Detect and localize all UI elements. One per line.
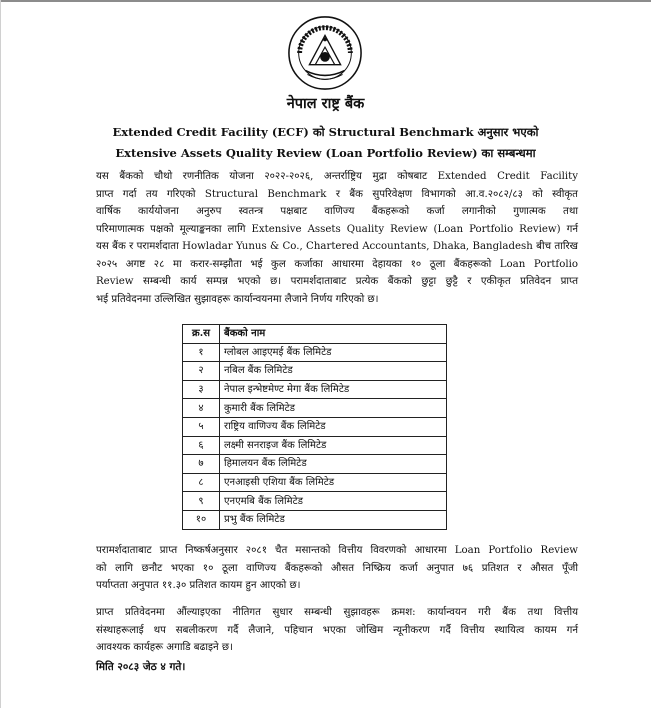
paragraph-intro: [96, 168, 578, 308]
table-row: [183, 436, 447, 455]
paragraph-line: को लागि छनौट भएका १० ठूला वाणिज्य बैंकहरूको औसत निष्क्रिय कर्जा अनुपात ७६ प्रतिशत र औसत पूँजी: [96, 562, 578, 574]
serial-cell: १: [183, 343, 220, 362]
bank-name-cell: एनएमबि बैंक लिमिटेड: [220, 492, 447, 511]
bank-name-cell: कुमारी बैंक लिमिटेड: [220, 399, 447, 418]
bank-name-cell: नबिल बैंक लिमिटेड: [220, 362, 447, 381]
paragraph-line: प्राप्त गर्दा तय गरिएको Structural Benchmark र बैंक सुपरिवेक्षण विभागको आ.व.२०८२/८३ को स्वीकृत: [96, 188, 578, 200]
serial-cell: ९: [183, 492, 220, 511]
subject-line-1: Extended Credit Facility (ECF) को Structural Benchmark अनुसार भएको: [112, 125, 539, 139]
paragraph-line: भई प्रतिवेदनमा उल्लिखित सुझावहरू कार्यान्वयनमा लैजाने निर्णय गरिएको छ।: [96, 293, 379, 305]
paragraph-line: Review सम्बन्धी कार्य सम्पन्न भएको छ। परामर्शदाताबाट प्रत्येक बैंकको छुट्टा छुट्टै र एकीकृत प्रतिवेदन प्राप्त: [96, 276, 578, 287]
serial-cell: २: [183, 362, 220, 381]
table-row: [183, 473, 447, 492]
paragraph-line: आवश्यक कार्यहरू अगाडि बढाइने छ।: [96, 642, 233, 653]
paragraph-findings: [96, 542, 578, 595]
table-row: [183, 399, 447, 418]
bank-name-cell: राष्ट्रिय वाणिज्य बैंक लिमिटेड: [220, 417, 447, 436]
serial-cell: ३: [183, 380, 220, 399]
table-row: [183, 343, 447, 362]
serial-cell: १०: [183, 510, 220, 529]
column-header-serial: क्र.स: [183, 325, 220, 344]
table-row: [183, 417, 447, 436]
bank-name-cell: नेपाल इन्भेष्टमेण्ट मेगा बैंक लिमिटेड: [220, 380, 447, 399]
table-row: [183, 510, 447, 529]
serial-cell: ८: [183, 473, 220, 492]
bank-name-cell: हिमालयन बैंक लिमिटेड: [220, 455, 447, 474]
bank-name-cell: लक्ष्मी सनराइज बैंक लिमिटेड: [220, 436, 447, 455]
table-row: [183, 380, 447, 399]
top-border: [0, 0, 651, 2]
serial-cell: ६: [183, 436, 220, 455]
paragraph-line: २०२५ अगष्ट २८ मा करार-सम्झौता भई कुल कर्जाका आधारमा देहायका १० ठूला बैंकहरूको Loan Portfolio: [96, 258, 578, 270]
serial-cell: ५: [183, 417, 220, 436]
paragraph-line: पर्याप्तता अनुपात ११.३० प्रतिशत कायम हुन आएको छ।: [96, 580, 301, 591]
paragraph-line: परिमाणात्मक पक्षको मूल्याङ्कनका लागि Extensive Assets Quality Review (Loan Portfolio Review) गर्न: [96, 223, 578, 235]
paragraph-line: परामर्शदाताबाट प्राप्त निष्कर्षअनुसार २०८१ चैत मसान्तको वित्तीय विवरणको आधारमा Loan Portfolio Review: [96, 545, 578, 556]
paragraph-line: प्राप्त प्रतिवेदनमा औंल्याइएका नीतिगत सुधार सम्बन्धी सुझावहरू क्रमश: कार्यान्वयन गरी बैंक तथा वित्तीय: [96, 607, 578, 618]
serial-cell: ४: [183, 399, 220, 418]
table-header-row: [183, 325, 447, 344]
bank-name-cell: एनआइसी एशिया बैंक लिमिटेड: [220, 473, 447, 492]
bank-list-table: [182, 324, 447, 530]
serial-cell: ७: [183, 455, 220, 474]
bank-name: नेपाल राष्ट्र बैंक: [286, 96, 365, 112]
bank-name-cell: ग्लोबल आइएमई बैंक लिमिटेड: [220, 343, 447, 362]
paragraph-line: संस्थाहरूलाई थप सबलीकरण गर्दै लैजाने, पहिचान भएका जोखिम न्यूनीकरण गर्दै वित्तीय स्थायित्व कायम गर्न: [96, 624, 578, 636]
subject-line-2: Extensive Assets Quality Review (Loan Portfolio Review) का सम्बन्धमा: [115, 146, 536, 160]
issue-date: मिति २०८३ जेठ ४ गते।: [96, 661, 186, 673]
bank-name-cell: प्रभु बैंक लिमिटेड: [220, 510, 447, 529]
paragraph-next-steps: [96, 604, 578, 657]
table-row: [183, 362, 447, 381]
table-row: [183, 492, 447, 511]
paragraph-line: वार्षिक कार्ययोजना अनुरुप स्वतन्त्र पक्षबाट वाणिज्य बैंकहरूको कर्जा लगानीको गुणात्मक तथा: [96, 206, 578, 217]
table-row: [183, 455, 447, 474]
nepal-rastra-bank-seal-icon: [286, 14, 364, 92]
column-header-bank-name: बैंकको नाम: [220, 325, 447, 344]
paragraph-line: यस बैंक र परामर्शदाता Howladar Yunus & Co., Chartered Accountants, Dhaka, Bangladesh बीच तारिख: [96, 241, 578, 252]
paragraph-line: यस बैंकको चौथो रणनीतिक योजना २०२२-२०२६, अन्तर्राष्ट्रिय मुद्रा कोषबाट Extended Credit Facility: [96, 171, 578, 182]
